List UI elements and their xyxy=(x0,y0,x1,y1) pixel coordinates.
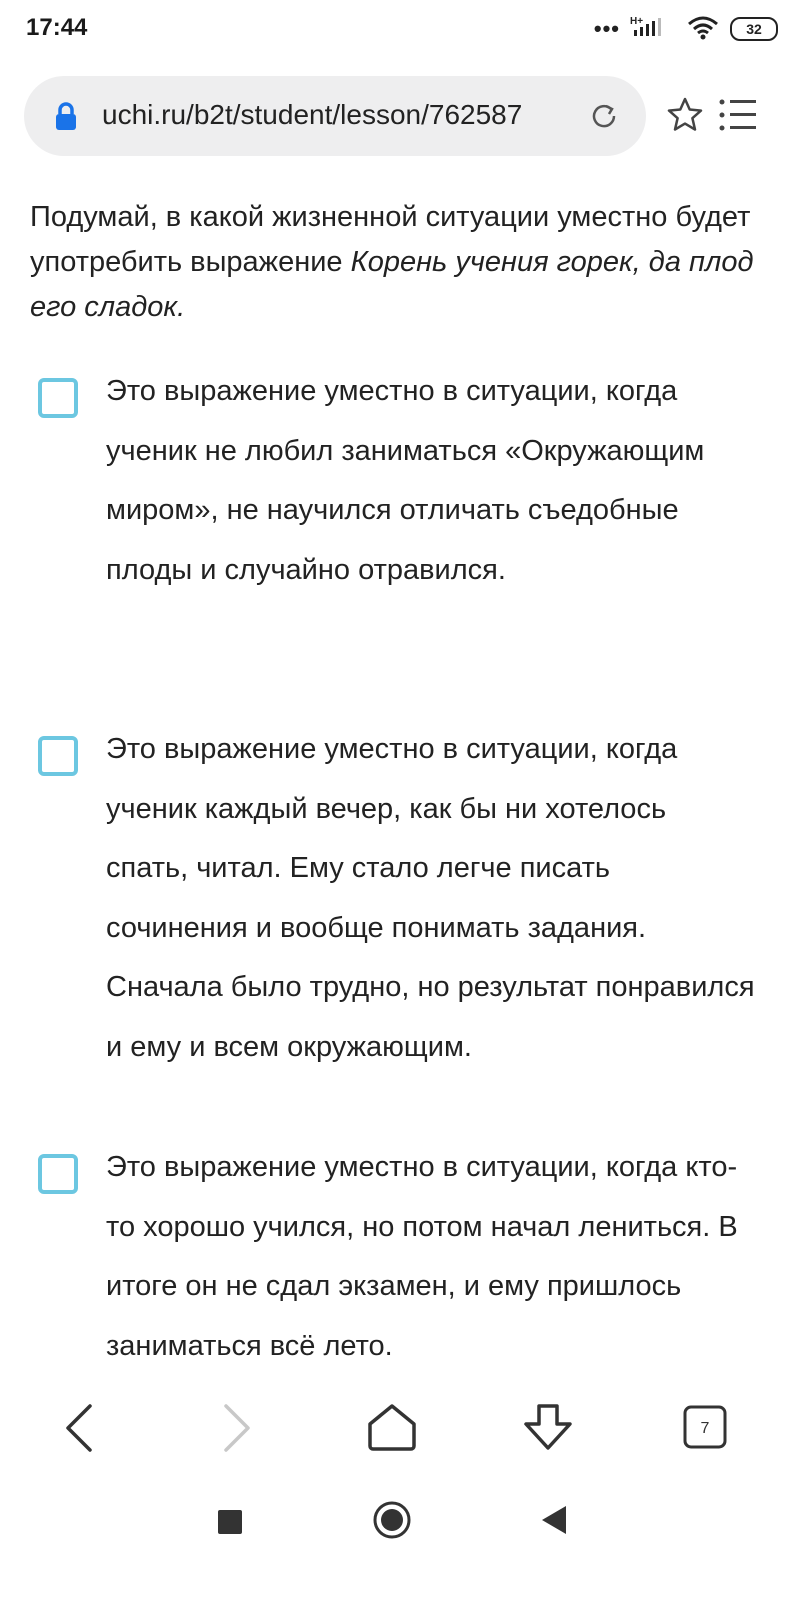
question-text xyxy=(30,195,770,330)
checkbox[interactable] xyxy=(38,378,78,418)
tab-count: 7 xyxy=(700,1420,710,1437)
system-navigation-bar xyxy=(0,1480,800,1600)
question-quote: Корень учения горек, да плод его сладок. xyxy=(30,246,754,323)
download-icon[interactable] xyxy=(522,1402,574,1459)
address-bar[interactable] xyxy=(24,76,646,156)
menu-icon[interactable] xyxy=(718,96,758,139)
recent-apps-icon[interactable] xyxy=(216,1508,244,1541)
signal-icon xyxy=(630,14,676,45)
network-type-label: H+ xyxy=(630,15,644,27)
lock-icon xyxy=(54,102,78,137)
status-time: 17:44 xyxy=(26,14,88,41)
option-text[interactable]: Это выражение уместно в ситуации, когда ученик не любил заниматься «Окружающим миром», не научился отличать съедобные плоды и случайно отравился. xyxy=(106,375,705,586)
reload-icon[interactable] xyxy=(588,100,620,137)
home-button-icon[interactable] xyxy=(372,1500,412,1545)
home-icon[interactable] xyxy=(366,1402,418,1459)
star-icon[interactable] xyxy=(666,96,704,139)
battery-icon xyxy=(730,17,778,41)
option-text[interactable]: Это выражение уместно в ситуации, когда кто-то хорошо учился, но потом начал лениться. В итоге он не сдал экзамен, и ему пришлось заниматься всё лето. xyxy=(106,1151,738,1362)
status-icons xyxy=(594,14,778,44)
wifi-icon xyxy=(686,14,720,45)
question-prompt: Подумай, в какой жизненной ситуации уместно будет употребить выражение xyxy=(30,201,751,278)
checkbox[interactable] xyxy=(38,1154,78,1194)
checkbox[interactable] xyxy=(38,736,78,776)
back-icon[interactable] xyxy=(62,1402,96,1459)
option-text[interactable]: Это выражение уместно в ситуации, когда ученик каждый вечер, как бы ни хотелось спать, читал. Ему стало легче писать сочинения и вообще понимать задания. Сначала было трудно, но результат понравился и ему и всем окружающим. xyxy=(106,733,755,1063)
status-bar xyxy=(0,0,800,58)
battery-level: 32 xyxy=(746,21,762,37)
dots-icon: ••• xyxy=(593,16,620,41)
browser-toolbar xyxy=(0,1380,800,1480)
url-text[interactable]: uchi.ru/b2t/student/lesson/762587 xyxy=(102,99,523,130)
forward-icon[interactable] xyxy=(220,1402,254,1459)
tabs-icon[interactable] xyxy=(682,1404,728,1455)
back-button-icon[interactable] xyxy=(540,1504,568,1541)
